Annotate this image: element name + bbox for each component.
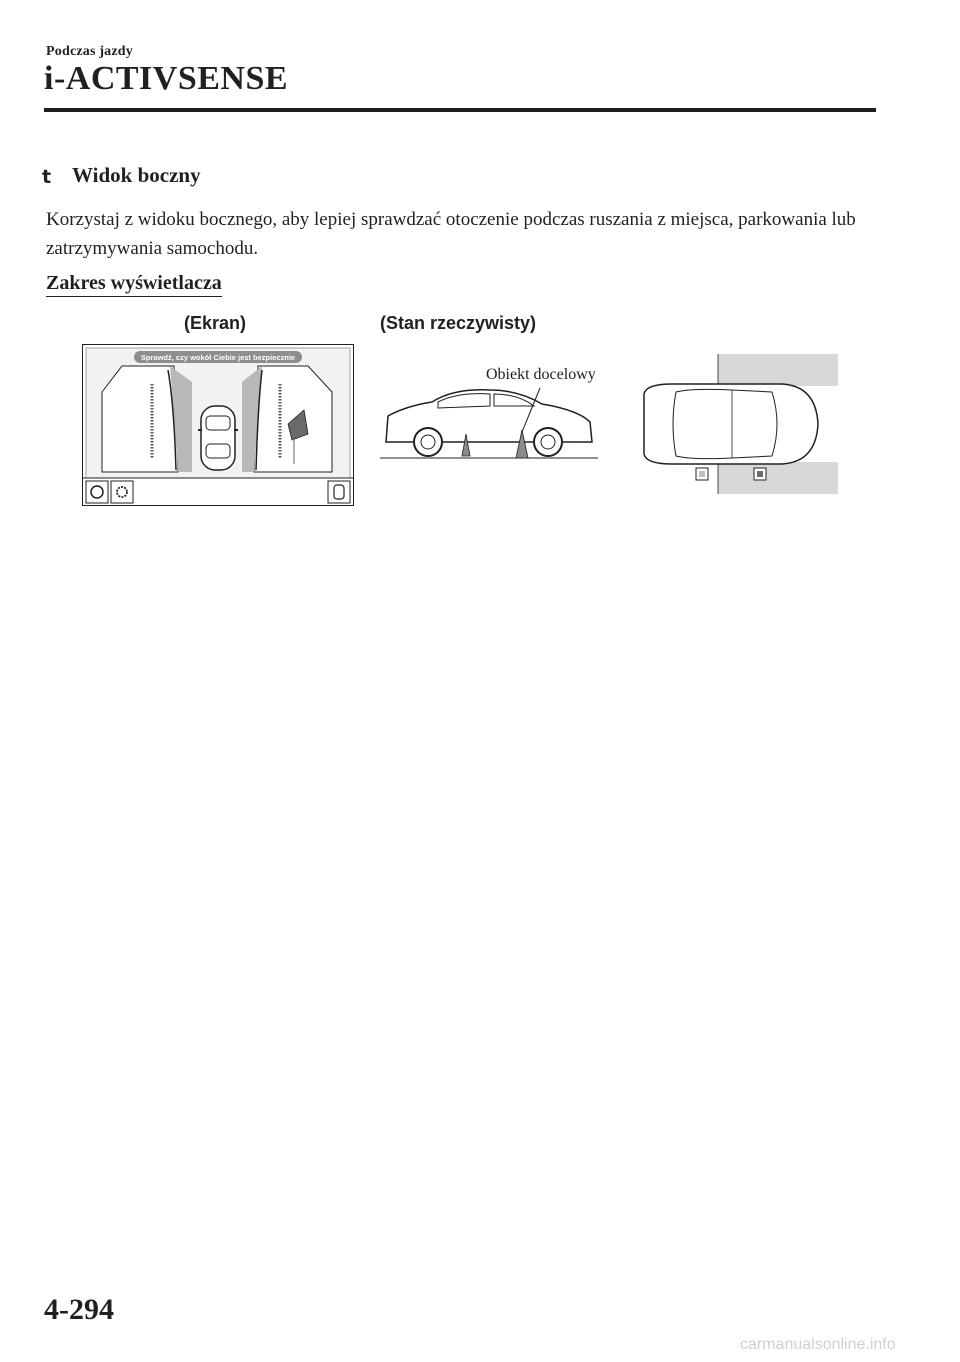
camera-switch-button[interactable] xyxy=(86,481,108,503)
screen-banner: Sprawdź, czy wokół Ciebie jest bezpiecznie xyxy=(140,353,296,362)
label-screen: (Ekran) xyxy=(184,313,247,333)
page-number: 4-294 xyxy=(44,1293,114,1326)
label-target-object: Obiekt docelowy xyxy=(486,366,596,383)
screen-illustration xyxy=(82,344,354,506)
actual-side-view xyxy=(378,382,600,462)
body-paragraph: Korzystaj z widoku bocznego, aby lepiej sprawdzać otoczenie podczas ruszania z miejsca, parkowania lub zatrzymywania samochodu. xyxy=(46,209,856,259)
chapter-title: i-ACTIVSENSE xyxy=(44,60,289,97)
header-rule xyxy=(44,108,876,112)
settings-gear-button[interactable] xyxy=(111,481,133,503)
actual-top-view xyxy=(632,354,838,494)
label-actual: (Stan rzeczywisty) xyxy=(380,313,537,333)
display-range-subtitle: Zakres wyświetlacza xyxy=(46,272,222,297)
bullet-icon: t xyxy=(42,166,52,188)
right-camera-view xyxy=(242,366,332,472)
view-mode-button[interactable] xyxy=(328,481,350,503)
watermark: carmanualsonline.info xyxy=(740,1336,896,1353)
top-view-car xyxy=(198,406,238,470)
section-header: Podczas jazdy xyxy=(46,44,133,59)
left-camera-view xyxy=(102,366,192,472)
subheading: Widok boczny xyxy=(72,163,201,187)
